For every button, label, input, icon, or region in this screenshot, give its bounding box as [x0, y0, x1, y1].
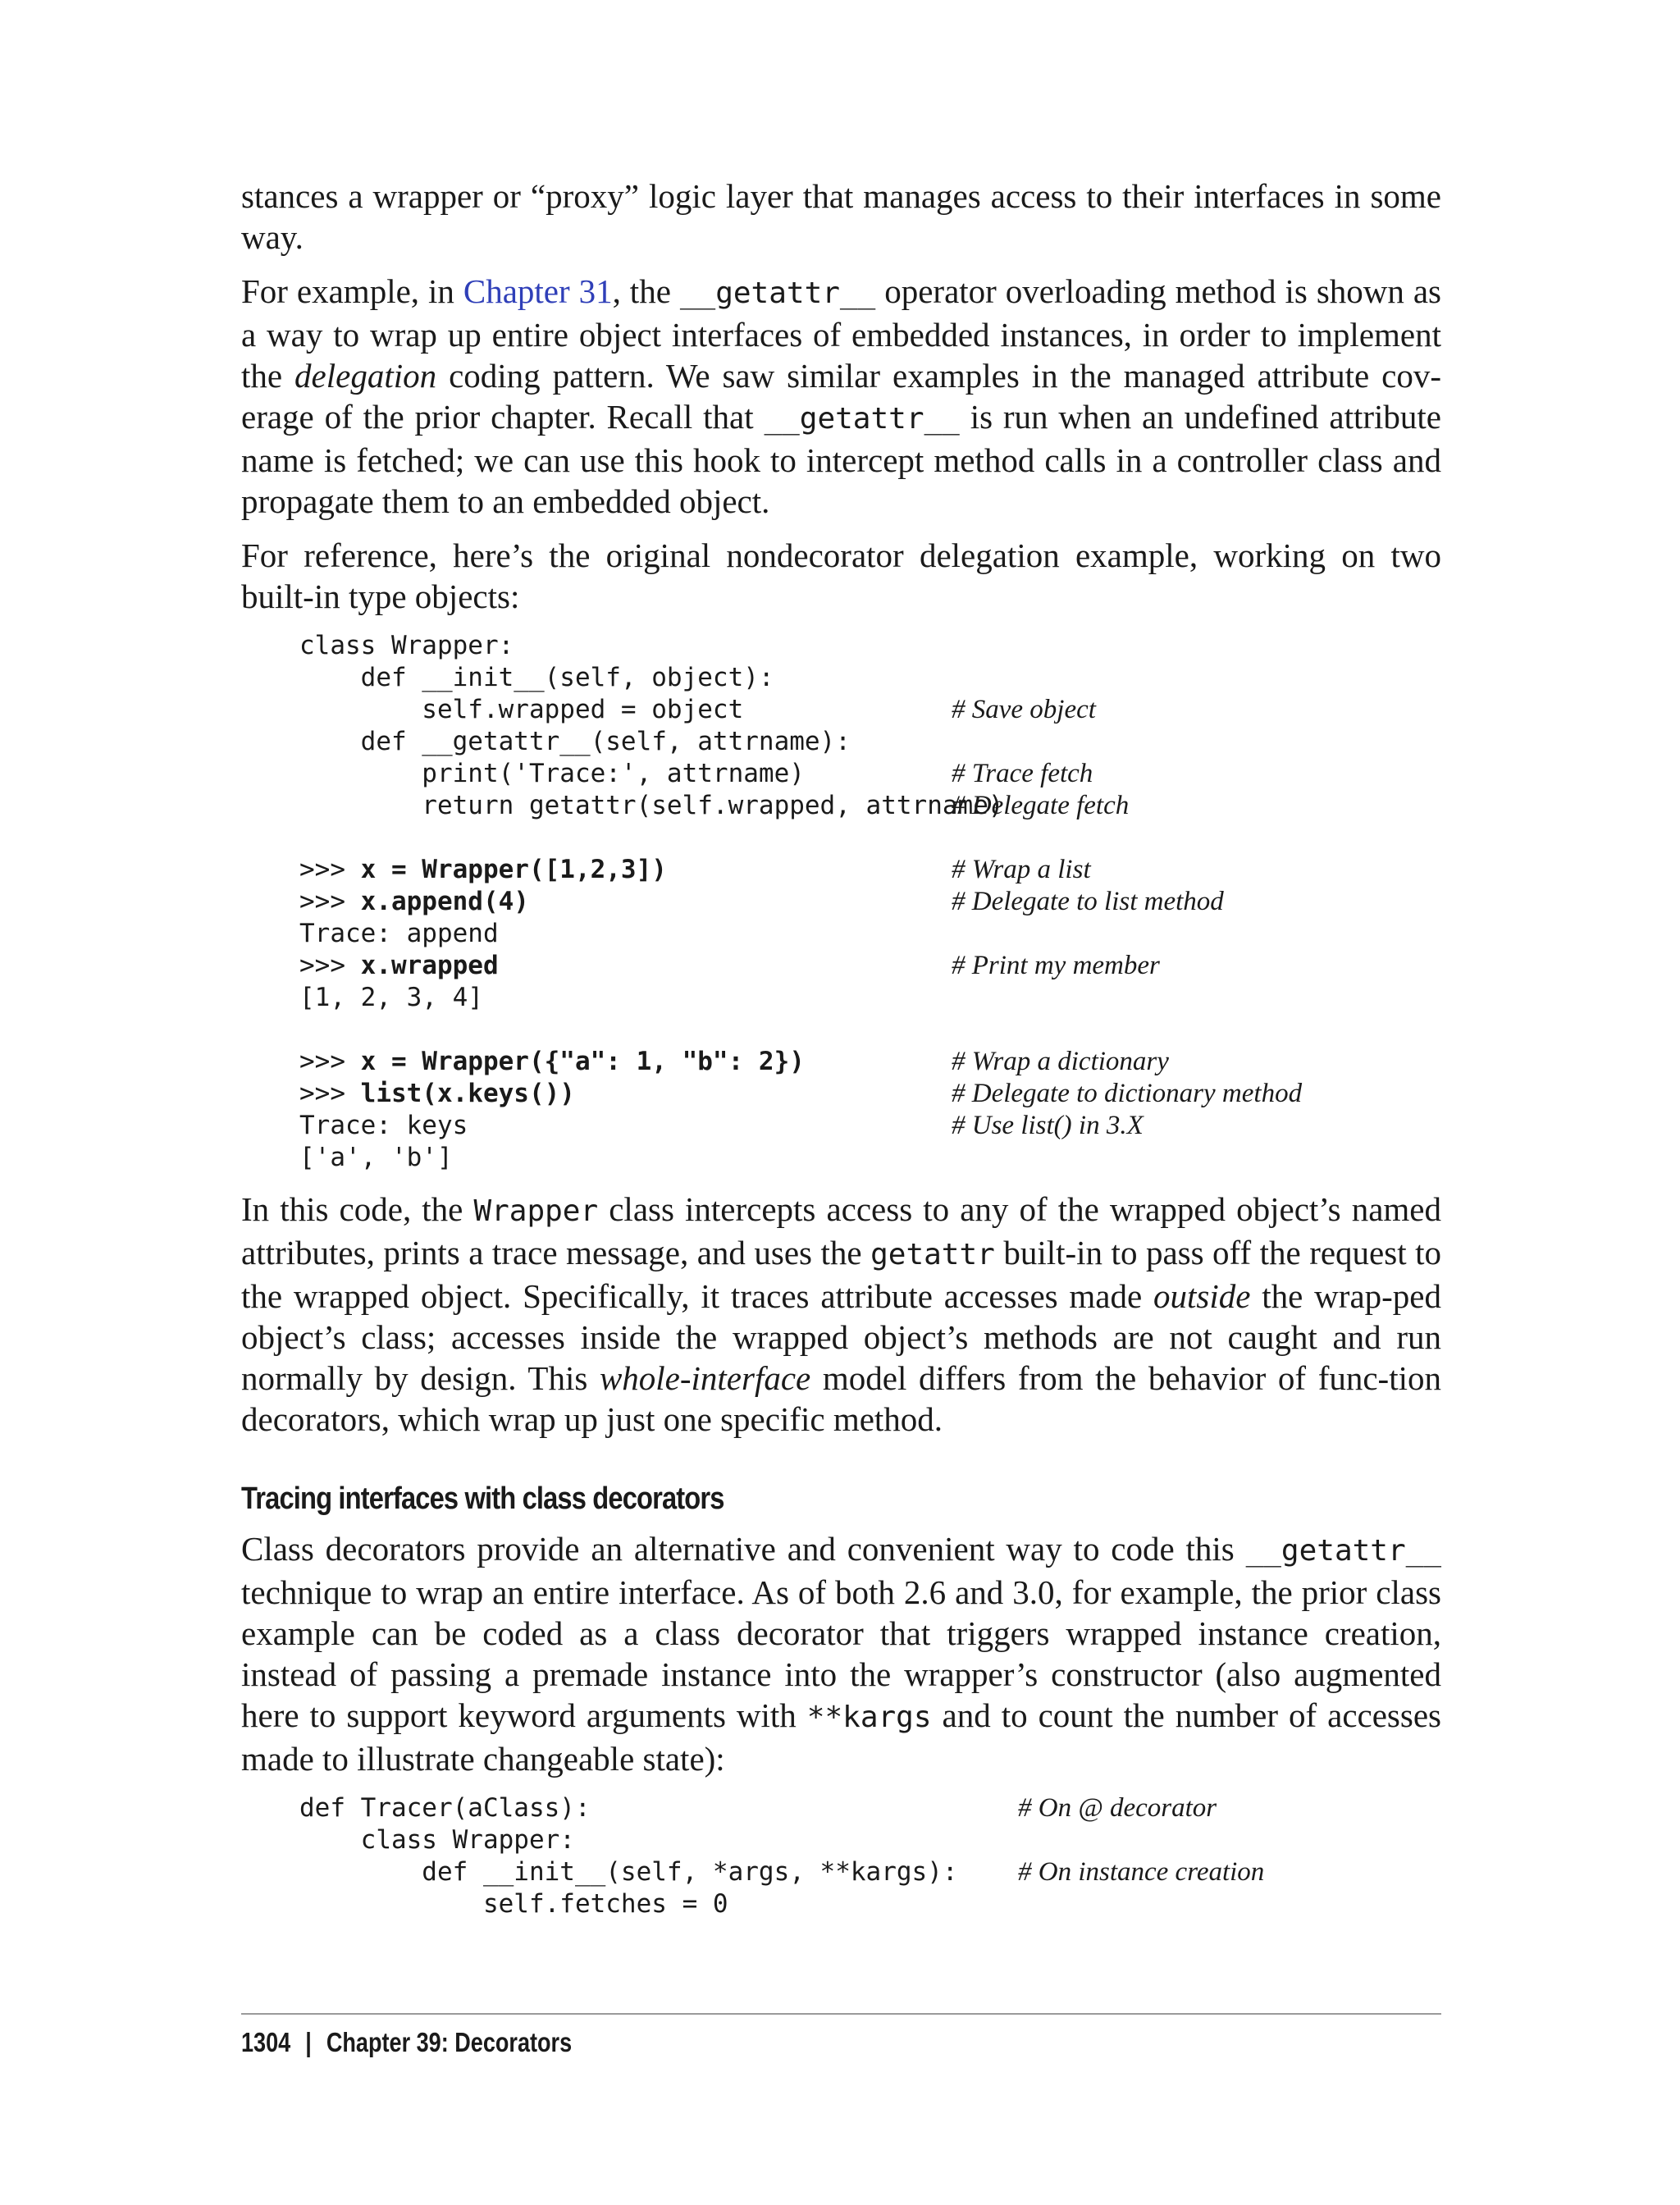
code-comment: # On instance creation — [1018, 1857, 1265, 1887]
code-line: class Wrapper: — [299, 1825, 575, 1855]
code-comment: # Delegate to dictionary method — [952, 1079, 1303, 1108]
code-comment: # Use list() in 3.X — [952, 1111, 1144, 1140]
repl-prompt: >>> — [299, 855, 361, 884]
code-line: return getattr(self.wrapped, attrname) # Delegate fetch — [299, 791, 1130, 820]
emphasis-outside: outside — [1153, 1277, 1251, 1315]
code-line — [299, 950, 1441, 982]
text-run: Class decorators provide an alternative and convenient way to code this — [241, 1530, 1246, 1568]
code-blank-line — [299, 822, 1441, 854]
code-comment: # Trace fetch — [952, 759, 1093, 788]
code-line: def Tracer(aClass): # On @ decorator — [299, 1793, 1217, 1823]
code-line: class Wrapper: — [299, 631, 514, 660]
code-line — [299, 854, 1441, 886]
code-comment: # Print my member — [952, 951, 1160, 980]
repl-input: x = Wrapper([1,2,3]) — [360, 855, 667, 884]
paragraph-3: For reference, here’s the original nondecorator delegation example, working on two built-in type objects: — [241, 536, 1441, 615]
code-comment: # Delegate fetch — [952, 791, 1130, 820]
code-line: self.fetches = 0 — [299, 1889, 728, 1919]
inline-code-getattr: __getattr__ — [764, 402, 960, 436]
emphasis-whole-interface: whole-interface — [599, 1359, 811, 1397]
code-line: ['a', 'b'] — [299, 1143, 453, 1172]
repl-input: list(x.keys()) — [360, 1079, 575, 1108]
paragraph-1 — [241, 176, 1441, 258]
code-block-tracer — [299, 1792, 1441, 1920]
repl-prompt: >>> — [299, 1047, 361, 1076]
page-number: 1304 — [241, 2027, 291, 2057]
text-run: built-in to pass off the request to the wrapped object. Specifically, it traces attribute accesses made — [241, 1234, 1441, 1315]
text-run: coding pattern. We saw similar examples in the managed attribute cov-erage of the prior chapter. Recall that — [241, 357, 1442, 436]
code-comment: # Delegate to list method — [952, 887, 1224, 916]
inline-code-kargs: **kargs — [806, 1701, 932, 1734]
code-line: def __getattr__(self, attrname): — [299, 727, 851, 756]
code-line — [299, 1046, 1441, 1078]
code-block-delegation — [299, 630, 1441, 1174]
text-run: In this code, the — [241, 1190, 474, 1228]
page-content — [241, 176, 1441, 1935]
inline-code-wrapper: Wrapper — [473, 1194, 599, 1228]
emphasis-delegation: delegation — [294, 357, 437, 395]
code-comment: # On @ decorator — [1018, 1793, 1217, 1823]
paragraph-4 — [241, 1189, 1441, 1440]
text-run: and to count the number of accesses made to illustrate changeable state): — [241, 1696, 1441, 1778]
inline-code-getattr-builtin: getattr — [870, 1238, 995, 1271]
code-comment: # Wrap a dictionary — [952, 1047, 1169, 1076]
code-comment: # Save object — [952, 695, 1096, 724]
paragraph-1-line-1: stances a wrapper or “proxy” logic layer that manages access to their interfaces in some — [241, 177, 1441, 215]
repl-prompt: >>> — [299, 887, 361, 916]
text-run: the wrap-ped object’s class; accesses inside the wrapped object’s methods are not caught and run normally by design. This — [241, 1277, 1441, 1397]
repl-prompt: >>> — [299, 951, 361, 980]
code-line — [299, 886, 1441, 918]
text-run: model differs from the behavior of func-tion decorators, which wrap up just one specific method. — [241, 1359, 1441, 1438]
text-run: technique to wrap an entire interface. As of both 2.6 and 3.0, for example, the prior class example can be coded as a class decorator that triggers wrapped instance creation, instead of passing a premade instance into the wrapper’s constructor (also augmented here to support keyword arguments with — [241, 1573, 1441, 1734]
code-line: Trace: append — [299, 919, 499, 948]
code-comment: # Wrap a list — [952, 855, 1091, 884]
code-blank-line — [299, 1014, 1441, 1046]
section-heading: Tracing interfaces with class decorators — [241, 1481, 724, 1516]
text-run: operator overloading method is shown as a way to wrap up entire object interfaces of embedded instances, in order to implement the — [241, 272, 1441, 395]
inline-code-getattr: __getattr__ — [1245, 1534, 1441, 1568]
repl-input: x.wrapped — [360, 951, 499, 980]
inline-code-getattr: __getattr__ — [679, 276, 876, 310]
code-line: [1, 2, 3, 4] — [299, 983, 483, 1012]
code-line: print('Trace:', attrname) # Trace fetch — [299, 759, 1093, 788]
footer-separator: | — [305, 2027, 312, 2057]
code-line: def __init__(self, *args, **kargs): # On instance creation — [299, 1857, 1265, 1887]
code-line: Trace: keys # Use list() in 3.X — [299, 1111, 1144, 1140]
repl-prompt: >>> — [299, 1079, 361, 1108]
repl-input: x = Wrapper({"a": 1, "b": 2}) — [360, 1047, 805, 1076]
page-footer — [241, 2025, 572, 2061]
paragraph-1-line-2: way. — [241, 218, 304, 256]
code-line: self.wrapped = object # Save object — [299, 695, 1096, 724]
text-run: For example, in — [241, 272, 463, 310]
paragraph-2 — [241, 271, 1441, 522]
chapter-31-link[interactable]: Chapter 31 — [463, 272, 613, 310]
code-line — [299, 1078, 1441, 1110]
paragraph-5 — [241, 1528, 1441, 1779]
code-line: def __init__(self, object): — [299, 663, 774, 692]
text-run: is run when an undefined attribute name is fetched; we can use this hook to intercept method calls in a controller class and propagate them to an embedded object. — [241, 398, 1441, 520]
repl-input: x.append(4) — [360, 887, 529, 916]
text-run: class intercepts access to any of the wrapped object’s named attributes, prints a trace message, and uses the — [241, 1190, 1441, 1271]
chapter-title: Chapter 39: Decorators — [326, 2027, 573, 2057]
footer-divider — [241, 2013, 1441, 2015]
text-run: , the — [612, 272, 680, 310]
